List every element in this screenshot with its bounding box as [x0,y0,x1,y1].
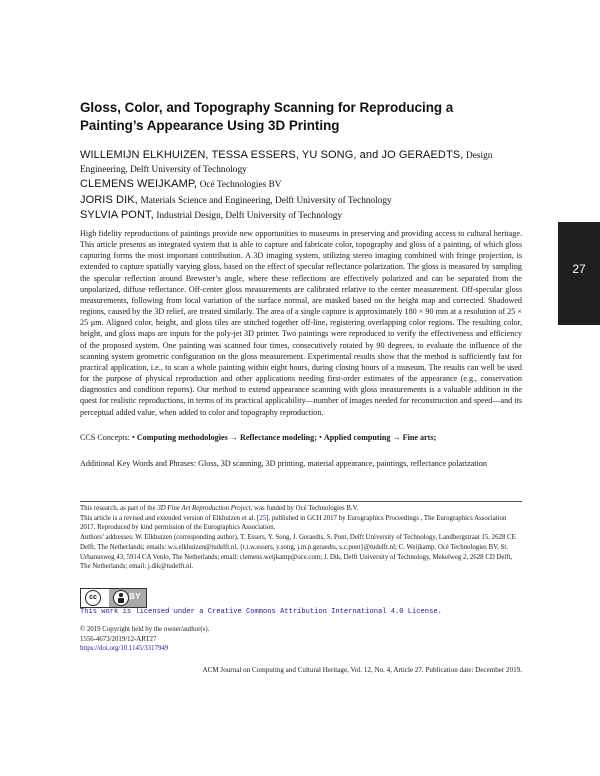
revision-text: This article is a revised and extended version of Elkhuizen et al. [ [80,514,260,522]
cc-icon: cc [85,590,101,606]
author-names: JORIS DIK, [80,193,138,206]
author-line [80,208,540,223]
cc-badge-left [81,589,111,607]
journal-footer: ACM Journal on Computing and Cultural Heritage, Vol. 12, No. 4, Article 27. Publication date: December 2019. [202,666,522,674]
keywords-text: Gloss, 3D scanning, 3D printing, material appearance, paintings, reflectance polarization [198,459,487,468]
abstract: High fidelity reproductions of paintings provide new opportunities to museums in preserving and providing access to cultural heritage. This article presents an integrated system that is able to capture and fabricate color, topography and gloss of a painting, of which gloss capturing forms the most important contribution. A 3D imaging system, utilizing stereo imaging combined with fringe projection, is extended to capture spatially varying gloss, based on the effect of specular reflectance polarization. The gloss is measured by sampling the specular reflection around Brewster’s angle, where these reflections are effectively polarized and can be separated from the unpolarized, diffuse reflectance. Off-center gloss measurements are calibrated relative to the center measurement. Off-specular gloss measurements, following from local variation of the surface normal, are masked based on the height map and corrected. Shadowed regions, caused by the 3D relief, are treated similarly. The area of a single capture is approximately 180 × 90 mm at a resolution of 25 × 25 μm. Aligned color, height, and gloss tiles are stitched together off-line, registering overlapping color regions. The resulting color, height, and gloss maps are inputs for the poly-jet 3D printer. Two paintings were reproduced to verify the effectiveness and efficiency of the proposed system. One painting was scanned four times, consecutively rotated by 90 degrees, to evaluate the influence of the scanning system geometric configuration on the gloss measurement. Experimental results show that the method is sufficiently fast for practical application, i.e., to scan a whole painting within eight hours, during closing hours of a museum. The results can well be used for the purpose of physical reproduction and other applications needing first-order estimates of the appearance (e.g., conservation diagnostics and condition reports). Our method to extend appearance scanning with gloss measurements is a valuable addition in the quest for realistic reproductions, in terms of its practical applicability—number of images needed for reconstruction and speed—and its perceptual added value, when added to color and topography reproduction. [80,229,522,417]
copyright-line: © 2019 Copyright held by the owner/author(s). [80,626,210,633]
doi-line [80,644,522,654]
doi-link[interactable]: https://doi.org/10.1145/3317949 [80,645,169,653]
author-line [80,177,540,192]
page-number: 27 [572,262,586,276]
funding-text: , was funded by Océ Technologies B.V. [250,505,359,512]
author-names: CLEMENS WEIJKAMP, [80,178,198,191]
person-icon [113,590,129,606]
author-affiliation: Océ Technologies BV [199,180,282,191]
author-affiliation: Industrial Design, Delft University of Technology [156,210,343,221]
ccs-bullet: • [318,433,322,442]
funding-note [80,504,522,514]
ccs-label: CCS Concepts: [80,433,130,442]
reference-link[interactable]: 25 [259,514,267,522]
ccs-concepts [80,432,522,443]
author-affiliation: Design Engineering, Delft University of Technology [80,151,493,176]
copyright-block [80,625,522,654]
revision-text: ], published in GCH 2017 by Eurographics Proceedings , The Eurographics Association 2017. Reproduced by kind permission of the Eurographics Association. [80,514,507,532]
author-line [80,148,540,177]
article-title: Gloss, Color, and Topography Scanning for Reproducing a Painting’s Appearance Using 3D Printing [80,100,454,133]
author-names: WILLEMIJN ELKHUIZEN, TESSA ESSERS, YU SONG, and JO GERAEDTS, [80,149,464,161]
addresses-note: Authors’ addresses: W. Elkhuizen (corresponding author), T. Essers, Y. Song, J. Geraedts, S. Pont, Delft University of Technology, Landbergstraat 15, 2628 CE Delft, The Netherlands; emails: w.s.elkhuizen@tudelft.nl, {t.t.w.essers, y.song, j.m.p.geraedts, s.c.pont}@tudelft.nl; C. Weijkamp, Océ Technologies BV, St. Urbanusweg 43, 5914 CA Venlo, The Netherlands; email: clemens.weijkamp@oce.com; J. Dik, Delft University of Technology, Mekelweg 2, 2628 CD Delft, The Netherlands; email: j.dik@tudelft.nl. [80,534,516,571]
author-affiliation: Materials Science and Engineering, Delft University of Technology [140,195,392,206]
author-block [80,148,540,223]
cc-by-badge[interactable] [80,588,147,608]
cc-badge-right [109,589,146,607]
footnote-divider [80,501,522,502]
by-label: BY [129,592,141,601]
ccs-item: Computing methodologies → Reflectance modeling; [136,433,317,442]
issn-line: 1556-4673/2019/12-ART27 [80,635,157,643]
ccs-bullet: • [131,433,135,442]
keywords [80,458,522,469]
ccs-item: Applied computing → Fine arts; [323,433,437,442]
keywords-label: Additional Key Words and Phrases: [80,459,197,468]
funding-text: This research, as part of the [80,505,158,512]
author-names: SYLVIA PONT, [80,208,154,221]
project-name: 3D Fine Art Reproduction Project [157,505,251,512]
footnotes [80,504,522,572]
license-link[interactable]: This work is licensed under a Creative Commons Attribution International 4.0 License. [80,608,442,616]
author-line [80,193,540,208]
revision-note [80,514,522,533]
